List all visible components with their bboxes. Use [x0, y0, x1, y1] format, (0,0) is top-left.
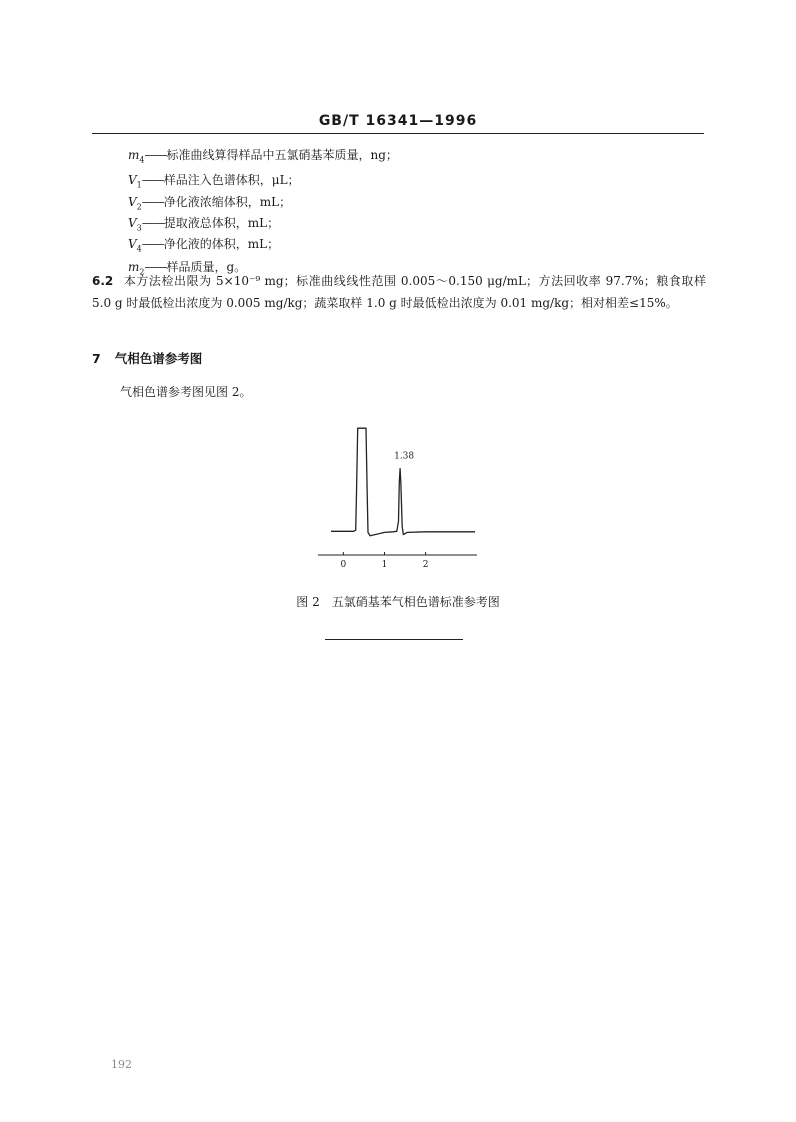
- clause-number: 6.2: [92, 274, 114, 288]
- variable-line: [128, 193, 291, 211]
- variable-symbol: V: [128, 216, 137, 230]
- x-tick-label: 0: [340, 560, 347, 570]
- chromatogram-chart: [300, 420, 500, 580]
- variable-description: 净化液浓缩体积，mL；: [163, 195, 292, 209]
- variable-description: 样品注入色谱体积，μL；: [163, 173, 300, 187]
- variable-symbol: m: [128, 260, 140, 274]
- variable-symbol: V: [128, 237, 137, 251]
- variable-line: [128, 146, 398, 164]
- x-tick-label: 1: [381, 560, 388, 570]
- variable-symbol: V: [128, 173, 137, 187]
- variable-subscript: 3: [136, 223, 142, 233]
- page-header: GB/T 16341—1996: [318, 113, 478, 129]
- variable-description: 样品质量，g。: [166, 260, 247, 274]
- variable-line: [128, 171, 300, 189]
- chart-layer: [318, 428, 477, 570]
- variable-dash: ——: [144, 260, 167, 274]
- variable-subscript: 4: [136, 244, 142, 254]
- variable-dash: ——: [141, 216, 164, 230]
- x-tick-label: 2: [422, 560, 429, 570]
- variable-dash: ——: [141, 237, 164, 251]
- chromatogram-trace: [331, 428, 475, 536]
- variable-subscript: 2: [136, 202, 142, 212]
- variable-subscript: 1: [136, 180, 142, 190]
- variable-dash: ——: [141, 195, 164, 209]
- variable-description: 标准曲线算得样品中五氯硝基苯质量，ng；: [166, 148, 398, 162]
- variable-dash: ——: [141, 173, 164, 187]
- end-rule: [325, 639, 463, 640]
- variable-description: 净化液的体积，mL；: [163, 237, 280, 251]
- section-7-text: 气相色谱参考图见图 2。: [120, 385, 252, 399]
- clause-text: 本方法检出限为 5×10⁻⁹ mg；标准曲线线性范围 0.005～0.150 μg/mL；方法回收率 97.7%；粮食取样 5.0 g 时最低检出浓度为 0.005 mg/kg；蔬菜取样 1.0 g 时最低检出浓度为 0.01 mg/kg；相对相差≤15%。: [92, 274, 706, 310]
- section-7-heading: [92, 349, 202, 367]
- figure-label: 图 2: [296, 595, 320, 609]
- variable-line: [128, 214, 279, 232]
- variable-line: [128, 235, 279, 253]
- variable-symbol: V: [128, 195, 137, 209]
- variable-subscript: 2: [139, 267, 145, 277]
- clause-6-2: [92, 270, 706, 314]
- peak-label: 1.38: [394, 451, 415, 462]
- figure-caption-text: 五氯硝基苯气相色谱标准参考图: [331, 595, 500, 609]
- figure-caption: [0, 593, 796, 610]
- variable-subscript: 4: [139, 155, 145, 165]
- variable-symbol: m: [128, 148, 140, 162]
- page-number: 192: [111, 1058, 132, 1071]
- variable-dash: ——: [144, 148, 167, 162]
- section-number: 7: [92, 351, 101, 366]
- variable-description: 提取液总体积，mL；: [163, 216, 280, 230]
- header-rule: [92, 133, 704, 134]
- section-title: 气相色谱参考图: [114, 351, 203, 366]
